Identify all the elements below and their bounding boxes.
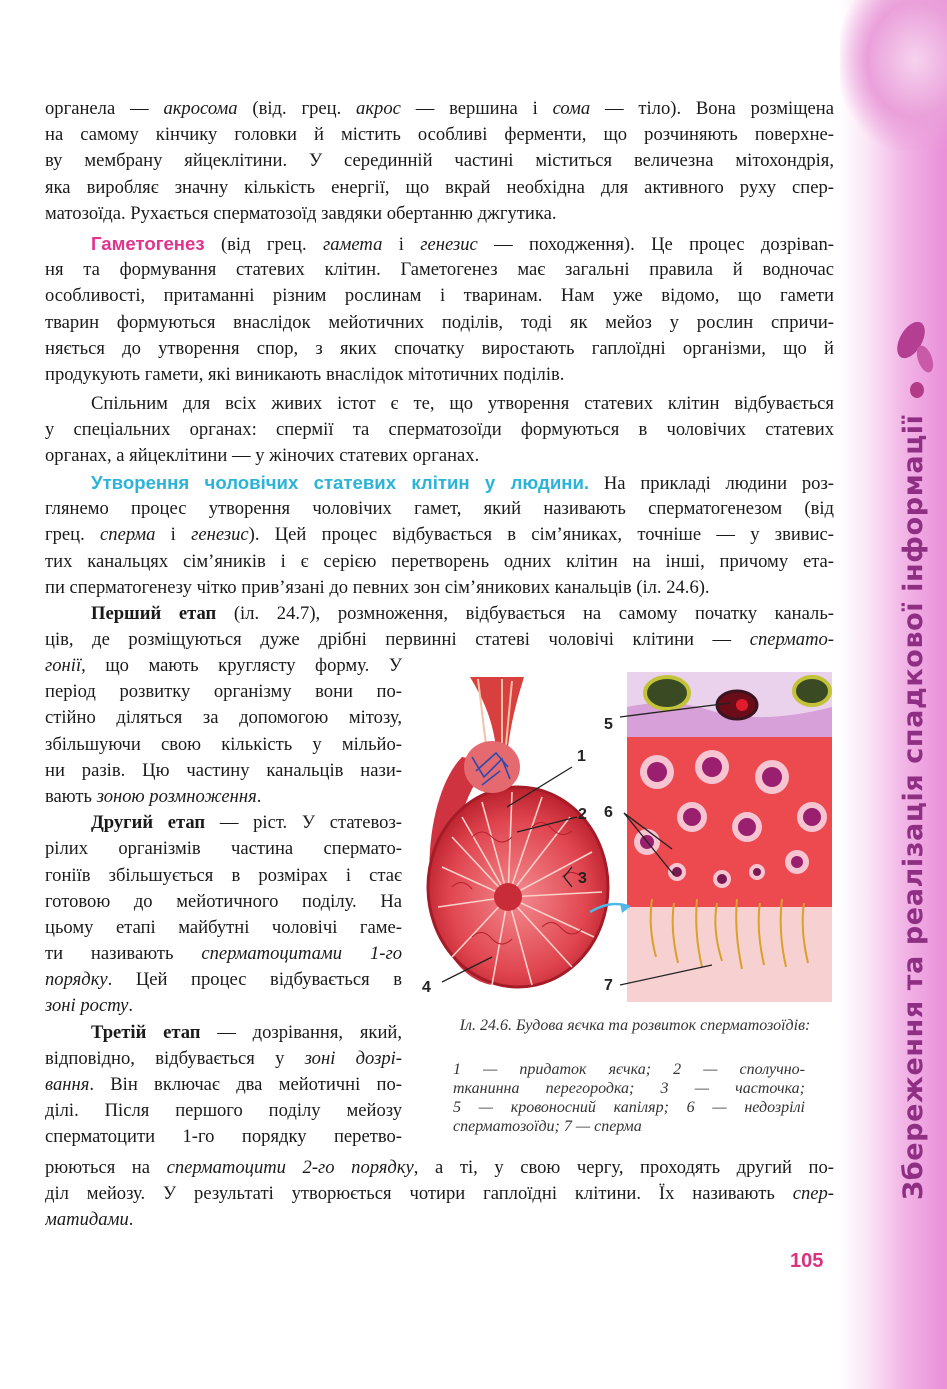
text-line: у спеціальних органах: спермії та сперматозоїди формуються в чоловічих статевих [45,419,834,441]
figure-caption-title: Іл. 24.6. Будова яєчка та розвиток сперматозоїдів: [459,1017,811,1034]
text-line: діл мейозу. У результаті утворюється чотири гаплоїдні клітини. Їх називають спер- [45,1183,834,1205]
text-line: зоні росту. [45,995,134,1017]
text-line: Третій етап — дозрівання, який, [91,1021,402,1043]
text-line: гонії, що мають круглясту форму. У [45,655,402,676]
caption-line: тканинна перегородка; 3 — часточка; [453,1080,805,1097]
paragraph-third-stage-tail [45,1155,834,1234]
text-line: грец. сперма і генезис). Цей процес відбувається в сім’яниках, точніше — у звивис- [45,524,834,546]
text-line: відповідно, відбувається у зоні дозрі- [45,1047,402,1069]
figure-label-2: 2 [578,806,587,823]
text-line: вають зоною розмноження. [45,785,262,807]
text-line: Перший етап (іл. 24.7), розмноження, відбувається на самому початку каналь- [91,603,834,624]
figure-label-6: 6 [604,804,613,821]
term-gametogenesis: Гаметогенез [91,233,205,254]
text-line: ву мембрану яйцеклітини. У серединній частині міститься величезна мітохондрія, [45,150,834,172]
text-line: період розвитку організму вони по- [45,681,402,703]
text-line: пи сперматогенезу чітко прив’язані до певних зон сім’яникових канальців (іл. 24.6). [45,576,710,598]
figure-label-5: 5 [604,716,613,733]
text-line: яка виробляє значну кількість енергії, що вкрай необхідна для активного руху спер- [45,176,834,198]
term-first-stage: Перший етап [91,603,217,624]
lumen [627,907,832,1002]
text-line: ни разів. Цю частину канальців нази- [45,759,402,781]
side-band-cell-image [840,0,947,150]
text-line: тих канальцях сім’яників і є серією перетворень одних клітин на інші, причому ета- [45,550,834,572]
text-line: Другий етап — ріст. У статевоз- [91,812,402,834]
text-line: сперматоцити 1-го порядку перетво- [45,1126,402,1148]
paragraph-first-stage [45,601,834,653]
side-band [840,0,947,1389]
text-line: рюються на сперматоцити 2-го порядку, а ті, у свою чергу, проходять другий по- [45,1157,834,1178]
term-second-stage: Другий етап [91,812,206,834]
text-line: ділі. Після першого поділу мейозу [45,1100,402,1122]
figure-caption-legend [453,1060,805,1136]
text-line: ня та формування статевих клітин. Гаметогенез має загальні правила й водночас [45,259,834,281]
text-line: стійно діляться за допомогою мітозу, [45,707,402,729]
figure-label-4: 4 [422,979,431,996]
text-line: порядку. Цей процес відбувається в [45,969,402,991]
caption-line: 1 — придаток яєчка; 2 — сполучно- [453,1061,805,1078]
epididymis-head [464,741,520,793]
paragraph-common [45,391,834,470]
text-line: готовою до мейотичного поділу. На [45,890,402,912]
page-number: 105 [790,1250,824,1272]
text-line: ців, де розміщуються дуже дрібні первинні статеві чоловічі клітини — спермато- [45,629,834,651]
text-line: органах, а яйцеклітини — у жіночих статевих органах. [45,445,480,467]
chromosome-decoration [910,382,924,398]
caption-line: 5 — кровоносний капіляр; 6 — недозрілі [453,1099,805,1116]
text-line: Спільним для всіх живих істот є те, що утворення статевих клітин відбувається [91,393,834,414]
text-line: збільшуючи свою кількість у мільйо- [45,733,402,755]
text-line: особливості, притаманні різним рослинам і тваринам. Нам уже відомо, що гамети [45,285,834,307]
figure-label-3: 3 [578,870,587,887]
text-line: Утворення чоловічих статевих клітин у людини. На прикладі людини роз- [91,472,834,494]
text-line: вання. Він включає два мейотичні по- [45,1074,402,1095]
text-line: продукують гамети, які виникають внаслідок мітотичних поділів. [45,363,565,385]
text-line: ти називають сперматоцитами 1-го [45,943,402,965]
figure-label-1: 1 [577,748,586,765]
column-text [45,653,402,1151]
paragraph-gametogenesis [45,231,834,388]
text-line: глянемо процес утворення чоловічих гамет, який називають сперматогенезом (від [45,498,834,520]
section-title: Збереження та реалізація спадкової інформації [898,414,929,1200]
text-line: матозоїда. Рухається сперматозоїд завдяки обертанню джгутика. [45,202,557,224]
caption-line: сперматозоїди; 7 — сперма [453,1118,642,1135]
figure-label-7: 7 [604,977,613,994]
text-line: няється до утворення спор, з яких спочатку виростають гаплоїдні організми, що й [45,337,834,359]
text-line: тварин формуються внаслідок мейотичних поділів, тоді як мейоз у рослин спричи- [45,311,834,333]
text-line: рілих організмів частина сперматo- [45,838,402,860]
testis-figure [412,667,832,1002]
text-line: цьому етапі майбутні чоловічі гаме- [45,916,402,938]
rete-testis [494,883,522,911]
text-line: матидами. [45,1209,134,1231]
text-line: на самому кінчику головки й містить особливі ферменти, що розчиняють поверхне- [45,124,834,146]
cell [645,677,689,709]
cell [794,677,830,705]
text-line: гоніїв збільшується в розмірах і стає [45,864,402,886]
paragraph-acrosome [45,96,834,227]
term-third-stage: Третій етап [91,1021,201,1043]
text-line: Гаметогенез (від грец. гамета і генезис — походження). Це процес дозрівan- [91,233,834,255]
text-line: органела — акросома (від. грец. акрос — вершина і сома — тіло). Вона розміщена [45,98,834,119]
paragraph-male-gametes [45,470,834,601]
heading-male-gametes: Утворення чоловічих статевих клітин у людини. [91,472,590,493]
